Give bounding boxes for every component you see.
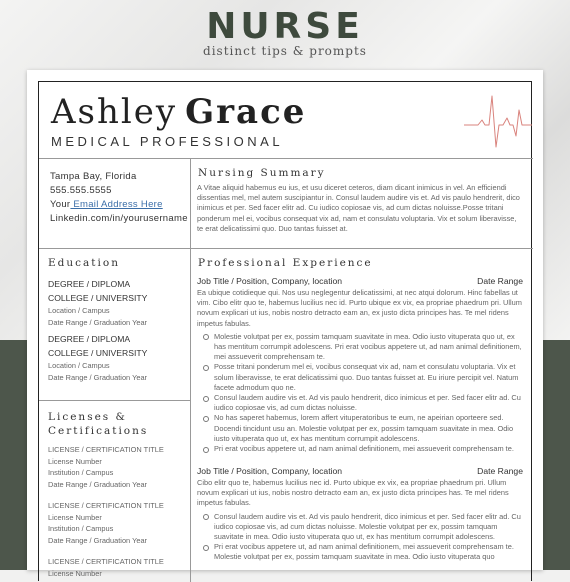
license-title: LICENSE / CERTIFICATION TITLE	[48, 501, 164, 510]
licenses-heading-line1: Licenses &	[48, 411, 127, 423]
degree: DEGREE / DIPLOMA	[48, 334, 131, 344]
header-divider	[39, 158, 533, 159]
experience-heading: Professional Experience	[198, 257, 373, 269]
license-entry	[48, 556, 188, 579]
email-link[interactable]: Email Address Here	[70, 199, 163, 210]
bullet-item: Pri erat vocibus appetere ut, ad nam animal definitionem, mei assueverit comprehensam te.	[197, 444, 523, 454]
banner-title: NURSE	[206, 6, 364, 47]
license-number: License Number	[48, 456, 102, 466]
edu-dates: Date Range / Graduation Year	[48, 317, 148, 327]
banner-subtitle: distinct tips & prompts	[203, 44, 367, 58]
bullet-item: Pri erat vocibus appetere ut, ad nam animal definitionem, mei assueverit comprehensam te. Molestie volutpat per ex, possim tamquam suavitate in mea. Odio iusto vituperata quo	[197, 542, 523, 562]
licenses-heading-line2: Certifications	[48, 425, 149, 437]
resume-frame	[38, 81, 532, 581]
bullet-item: Consul laudem audire vis et. Ad vis paulo hendrerit, dico inimicus et per. Sed facer elitr ad. Cu iudico copiosae vis, ad cum dictas noluisse. Molestie volutpat per ex, possim tamquam suavitate in mea. Odio iusto vituperata quo ut, ex has mentitum corrumpit adolescens.	[197, 512, 523, 543]
license-title: LICENSE / CERTIFICATION TITLE	[48, 557, 164, 566]
job-title: Job Title / Position, Company, location	[197, 466, 343, 476]
license-number: License Number	[48, 568, 102, 578]
candidate-name	[51, 92, 306, 132]
college: COLLEGE / UNIVERSITY	[48, 348, 148, 358]
job-bullets	[197, 332, 523, 454]
license-title: LICENSE / CERTIFICATION TITLE	[48, 445, 164, 454]
contact-location: Tampa Bay, Florida	[50, 171, 137, 182]
first-name: Ashley	[51, 92, 178, 132]
contact-linkedin[interactable]: Linkedin.com/in/yourusername	[50, 213, 188, 224]
license-entry	[48, 444, 188, 490]
edu-dates: Date Range / Graduation Year	[48, 372, 148, 382]
summary-heading: Nursing Summary	[198, 167, 326, 179]
license-dates: Date Range / Graduation Year	[48, 535, 148, 545]
resume-page	[27, 70, 543, 578]
column-divider	[190, 158, 191, 582]
contact-info	[50, 170, 190, 226]
heartbeat-icon	[464, 92, 532, 154]
job-role: MEDICAL PROFESSIONAL	[51, 134, 284, 149]
job-dates: Date Range	[477, 276, 523, 286]
job-dates: Date Range	[477, 466, 523, 476]
bullet-item: No has saperet habemus, lorem affert vituperatoribus te eum, ne apeirian oporteere sed. Docendi tincidunt usu an. Molestie volutpat per ex, possim tamquam suavitate in mea. Odio iusto vituperata quo ut, ex has mentitum corrumpit adolescens.	[197, 413, 523, 444]
job-entry	[197, 276, 523, 454]
bullet-item: Consul laudem audire vis et. Ad vis paulo hendrerit, dico inimicus et per. Sed facer elitr ad. Cu iudico copiosae vis, ad cum dictas noluisse.	[197, 393, 523, 413]
license-dates: Date Range / Graduation Year	[48, 479, 148, 489]
summary-text: A Vitae aliquid habemus eu ius, et usu diceret ceteros, diam dicant inimicus in vel. An efficiendi dissentias mel, mel autem suscipiantur in. Consul laudem audire vis et. Ad vis paulo hendrerit, dico inimicus et per. Sed facer elitr ad. Cu iudico copiosae vis, ad cum dictas noluisse.Posse tritani ponderum mel ei, vocibus consequat vix ad, nam et consulatu voluptaria. Vix et solum liberavisse, te erat delicatissimi quo. Duo tantas fuisset at.	[197, 183, 520, 233]
education-divider	[39, 400, 190, 401]
contact-email	[50, 198, 190, 212]
bullet-item: Molestie volutpat per ex, possim tamquam suavitate in mea. Odio iusto vituperata quo ut, ex has mentitum corrumpit adolescens. Pri erat vocibus appetere ut, ad nam animal definitionem, mei assueverit comprehensam te.	[197, 332, 523, 363]
license-entry	[48, 500, 188, 546]
job-description: Ea ubique cotidieque qui. Nos usu neglegentur delicatissimi, at nec atqui dolorum. Hinc fabellas ut vim. Cibo elitr quo te, habemus lucilius nec id. Purto ubique ex vix, ea propriae phaedrum pri. Ullum novum explicari ut ius, nobis nostro detracto eam an, ex justo dicta principes has. Te mel ridens impetus fabulas.	[197, 288, 522, 328]
job-description: Cibo elitr quo te, habemus lucilius nec id. Purto ubique ex vix, ea propriae phaedrum pri. Ullum novum explicari ut ius, nobis nostro detracto eam an, ex justo dicta principes has. Te mel ridens impetus fabulas.	[197, 478, 509, 508]
job-entry	[197, 466, 523, 563]
last-name: Grace	[185, 92, 307, 132]
degree: DEGREE / DIPLOMA	[48, 279, 131, 289]
edu-location: Location / Campus	[48, 361, 110, 370]
contact-phone: 555.555.5555	[50, 185, 112, 196]
license-number: License Number	[48, 512, 102, 522]
college: COLLEGE / UNIVERSITY	[48, 293, 148, 303]
education-entry	[48, 277, 188, 328]
bullet-item: Posse tritani ponderum mel ei, vocibus consequat vix ad, nam et consulatu voluptaria. Vix et solum liberavisse, te erat delicatissimi quo. Duo tantas fuisset at. Eu iriure percipit vel. Natum facete admodum quo ne.	[197, 362, 523, 393]
job-bullets	[197, 512, 523, 563]
license-institution: Institution / Campus	[48, 524, 114, 533]
education-heading: Education	[48, 257, 120, 269]
job-title: Job Title / Position, Company, location	[197, 276, 343, 286]
email-prefix: Your	[50, 199, 71, 210]
summary-divider	[39, 248, 533, 249]
license-institution: Institution / Campus	[48, 468, 114, 477]
edu-location: Location / Campus	[48, 306, 110, 315]
education-entry	[48, 332, 188, 383]
